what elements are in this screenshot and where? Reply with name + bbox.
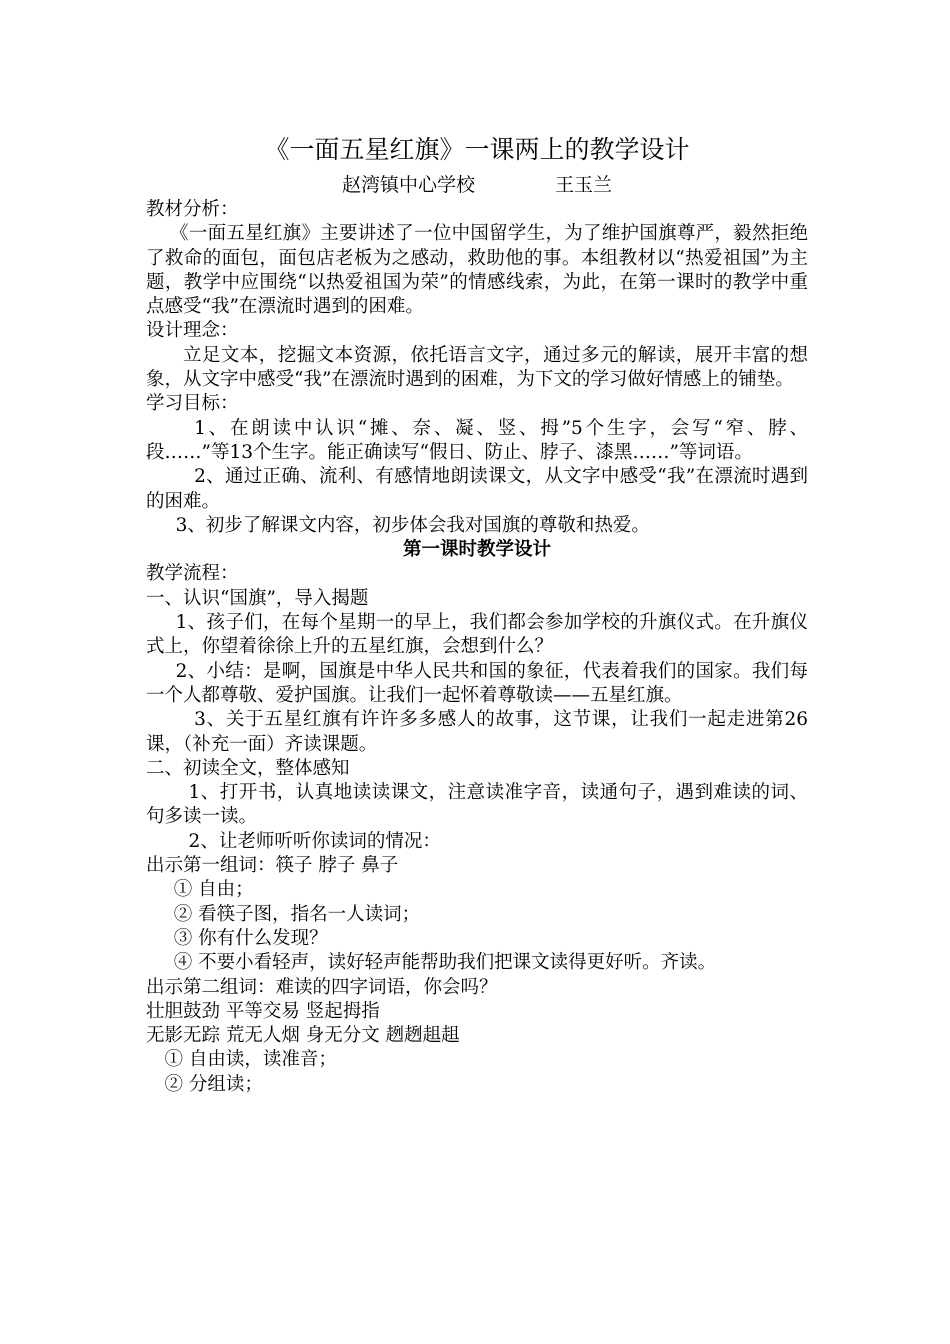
step1-item-1: 1、孩子们，在每个星期一的早上，我们都会参加学校的升旗仪式。在升旗仪式上，你望着徐徐上升的五星红旗，会想到什么？: [146, 612, 808, 658]
word-group-2: 出示第二组词：难读的四字词语，你会吗？: [146, 976, 498, 998]
goal-1: 1、在朗读中认识“摊、奈、凝、竖、拇”5个生字，会写“窄、脖、段……”等13个生字。能正确读写“假日、防止、脖子、漆黑……”等词语。: [146, 417, 808, 463]
analysis-heading: 教材分析：: [146, 199, 239, 220]
author-line: [146, 172, 808, 198]
step2-item-1: 1、打开书，认真地读读课文，注意读准字音，读通句子，遇到难读的词、句多读一读。: [146, 782, 808, 828]
list-item: ① 自由读，读准音；: [164, 1049, 337, 1071]
document-page: [146, 132, 808, 1097]
list-item: ① 自由；: [173, 879, 254, 901]
step2-item-2: 2、让老师听听你读词的情况：: [188, 830, 441, 852]
analysis-text: 《一面五星红旗》主要讲述了一位中国留学生，为了维护国旗尊严，毅然拒绝了救命的面包，面包店老板为之感动，救助他的事。本组教材以“热爱祖国”为主题，教学中应围绕“以热爱祖国为荣”的情感线索，为此，在第一课时的教学中重点感受“我”在漂流时遇到的困难。: [146, 223, 808, 318]
flow-heading: 教学流程：: [146, 563, 239, 585]
goal-3: 3、初步了解课文内容，初步体会我对国旗的尊敬和热爱。: [175, 514, 650, 536]
step1-item-3: 3、关于五星红旗有许许多多感人的故事，这节课，让我们一起走进第26课，（补充一面）齐读课题。: [146, 709, 808, 755]
step1-heading: 一、认识“国旗”，导入揭题: [146, 587, 369, 609]
goals-heading: 学习目标：: [146, 393, 239, 415]
lesson1-title: 第一课时教学设计: [402, 539, 551, 561]
author-school: 赵湾镇中心学校: [341, 174, 475, 196]
concept-text: 立足文本，挖掘文本资源，依托语言文字，通过多元的解读，展开丰富的想象，从文字中感受“我”在漂流时遇到的困难，为下文的学习做好情感上的铺垫。: [146, 344, 808, 391]
list-item: ④ 不要小看轻声，读好轻声能帮助我们把课文读得更好听。齐读。: [173, 952, 717, 974]
list-item: ② 分组读；: [164, 1073, 263, 1095]
word-line-1: 壮胆鼓劲 平等交易 竖起拇指: [146, 1000, 380, 1022]
step1-item-2: 2、小结：是啊，国旗是中华人民共和国的象征，代表着我们的国家。我们每一个人都尊敬、爱护国旗。让我们一起怀着尊敬读——五星红旗。: [146, 660, 808, 706]
word-line-2: 无影无踪 荒无人烟 身无分文 趔趔趄趄: [146, 1025, 460, 1047]
author-name: 王玉兰: [555, 174, 613, 196]
list-item: ② 看筷子图，指名一人读词；: [173, 903, 421, 925]
step2-heading: 二、初读全文，整体感知: [146, 757, 350, 779]
goal-2: 2、通过正确、流利、有感情地朗读课文，从文字中感受“我”在漂流时遇到的困难。: [146, 466, 808, 512]
concept-heading: 设计理念：: [146, 320, 239, 342]
document-title: 《一面五星红旗》一课两上的教学设计: [264, 135, 690, 164]
word-group-1: 出示第一组词：筷子 脖子 鼻子: [146, 855, 399, 877]
list-item: ③ 你有什么发现？: [173, 927, 328, 949]
